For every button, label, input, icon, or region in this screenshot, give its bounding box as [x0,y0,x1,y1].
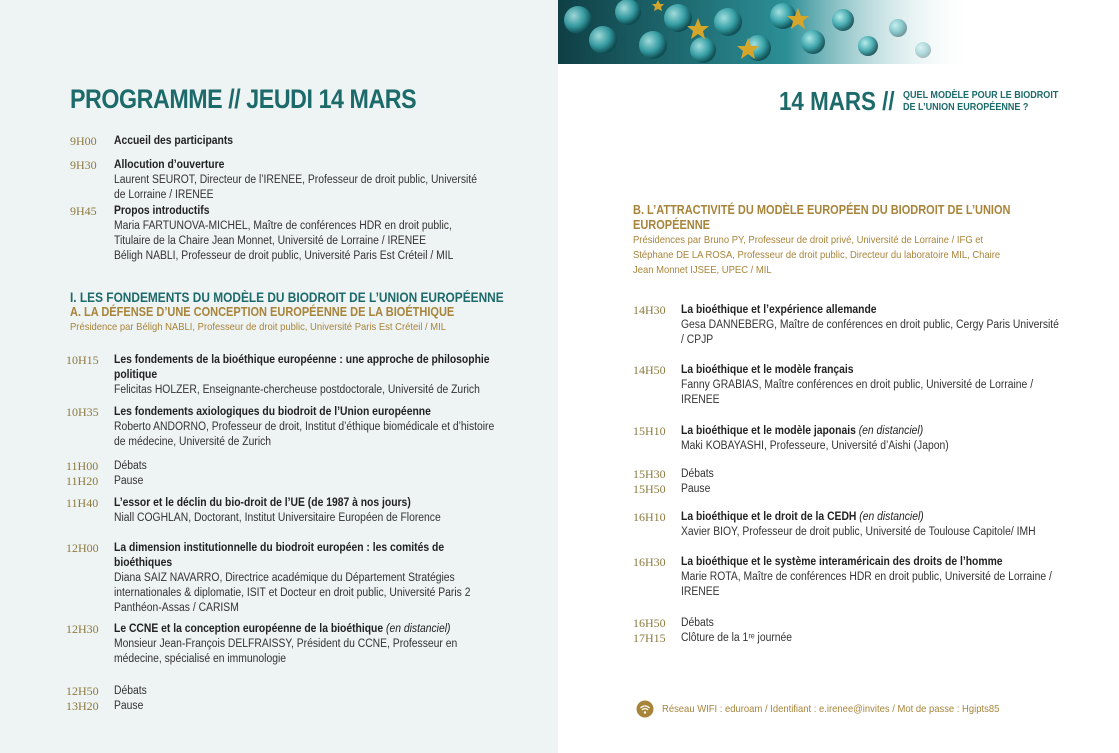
day-question [903,89,1058,113]
remote-tag: (en distanciel) [855,425,924,437]
banner-image [558,0,975,64]
item-body [114,134,489,149]
talk-title-text: L’essor et le déclin du bio-droit de l’UE (de 1987 à nos jours) [114,497,411,509]
time-label: 10H15 [66,353,99,367]
time-label: 16H30 [633,555,666,569]
time-label: 12H50 [66,684,99,698]
talk-title-text: Les fondements axiologiques du biodroit de l’Union européenne [114,406,431,418]
time-label: 11H00 [66,459,99,473]
talk-title [681,303,1023,318]
item-label: Débats [114,460,147,472]
talk-title [114,541,496,571]
item-body [114,405,496,450]
item-body [114,541,496,616]
item-body [681,616,1061,631]
item-body [114,459,496,474]
talk-title-text: Propos introductifs [114,205,210,217]
time-label: 14H30 [633,303,666,317]
time-label: 14H50 [633,363,666,377]
talk-title-text: La bioéthique et le droit de la CEDH [681,511,857,523]
day-date: 14 MARS // [779,86,895,116]
speaker-info: Niall COGHLAN, Doctorant, Institut Universitaire Européen de Florence [114,512,441,524]
presidence-a: Présidence par Béligh NABLI, Professeur de droit public, Université Paris Est Créteil / MIL [70,321,447,333]
speaker-info: Fanny GRABIAS, Maître conférences en droit public, Université de Lorraine / IRENEE [681,379,1034,406]
talk-title [114,134,452,149]
time-label: 9H00 [70,134,97,148]
item-body [681,467,1061,482]
time-label: 16H10 [633,510,666,524]
item-label: Pause [681,483,711,495]
wifi-icon [636,700,654,718]
speaker-info: Felicitas HOLZER, Enseignante-chercheuse postdoctorale, Université de Zurich [114,384,480,396]
speaker-info: Maki KOBAYASHI, Professeure, Université d’Aishi (Japon) [681,440,949,452]
subsection-b-title: B. L’ATTRACTIVITÉ DU MODÈLE EUROPÉEN DU BIODROIT DE L’UNION EUROPÉENNE [633,203,1011,232]
talk-title [114,158,452,173]
wifi-info [636,700,1037,718]
page-title: PROGRAMME // JEUDI 14 MARS [70,84,417,114]
time-label: 15H50 [633,482,666,496]
wifi-text: Réseau WIFI : eduroam / Identifiant : e.irenee@invites / Mot de passe : Hgipts85 [662,702,1000,715]
item-body [114,353,496,398]
item-body [681,510,1061,540]
speaker-info: Monsieur Jean-François DELFRAISSY, Président du CCNE, Professeur en médecine, spécialisé en immunologie [114,638,458,665]
talk-title-text: La bioéthique et le modèle français [681,364,854,376]
item-body [681,363,1061,408]
speaker-info: Xavier BIOY, Professeur de droit public, Université de Toulouse Capitole/ IMH [681,526,1036,538]
talk-title [114,496,458,511]
item-label: Débats [681,617,714,629]
section-title: I. LES FONDEMENTS DU MODÈLE DU BIODROIT DE L’UNION EUROPÉENNE [70,290,504,305]
item-body [681,303,1061,348]
speaker-info: Béligh NABLI, Professeur de droit public, Université Paris Est Créteil / MIL [114,250,454,262]
talk-title [114,622,458,637]
time-label: 16H50 [633,616,666,630]
item-body [681,631,1061,646]
item-label: Débats [114,685,147,697]
speaker-info: Laurent SEUROT, Directeur de l’IRENEE, Professeur de droit public, Université de Lorraine / IRENEE [114,174,477,201]
time-label: 12H30 [66,622,99,636]
talk-title [114,405,458,420]
talk-title-text: Les fondements de la bioéthique européenne : une approche de philosophie politique [114,354,490,381]
item-body [114,474,496,489]
item-label: Débats [681,468,714,480]
talk-title [681,363,1023,378]
talk-title [681,510,1023,525]
day-question-line: QUEL MODÈLE POUR LE BIODROIT [903,89,1059,101]
section-b [633,203,1053,278]
talk-title-text: Accueil des participants [114,135,234,147]
time-label: 17H15 [633,631,666,645]
time-label: 11H40 [66,496,99,510]
remote-tag: (en distanciel) [383,623,451,635]
day-question-line: DE L’UNION EUROPÉENNE ? [903,101,1029,113]
talk-title-text: La bioéthique et le modèle japonais [681,425,856,437]
item-body [114,496,496,526]
item-label: Clôture de la 1ʳᵉ journée [681,632,793,644]
item-body [114,622,496,667]
time-label: 15H30 [633,467,666,481]
time-label: 15H10 [633,424,666,438]
item-body [114,158,489,203]
talk-title [114,353,496,383]
time-label: 10H35 [66,405,99,419]
talk-title-text: Allocution d’ouverture [114,159,225,171]
presidence-b: Présidences par Bruno PY, Professeur de droit privé, Université de Lorraine / IFG et Stéphane DE LA ROSA, Professeur de droit public, Directeur du laboratoire MIL, Chaire Jean Monnet IJSEE, UPEC / MIL [633,234,1001,276]
talk-title-text: Le CCNE et la conception européenne de la bioéthique [114,623,384,635]
time-label: 9H30 [70,158,97,172]
speaker-info: Diana SAIZ NAVARRO, Directrice académique du Département Stratégies internationales & diplomatie, ISIT et Docteur en droit public, Université Paris 2 Panthéon-Assas / CARISM [114,572,471,614]
remote-tag: (en distanciel) [856,511,924,523]
talk-title-text: La dimension institutionnelle du biodroit européen : les comités de bioéthiques [114,542,445,569]
talk-title-text: La bioéthique et le système interaméricain des droits de l’homme [681,556,1003,568]
time-label: 12H00 [66,541,99,555]
item-body [114,204,489,264]
item-body [681,424,1061,454]
speaker-info: Marie ROTA, Maître de conférences HDR en droit public, Université de Lorraine / IRENEE [681,571,1052,598]
time-label: 11H20 [66,474,99,488]
talk-title [681,555,1023,570]
talk-title-text: La bioéthique et l’expérience allemande [681,304,877,316]
speaker-info: Gesa DANNEBERG, Maître de conférences en droit public, Cergy Paris Université / CPJP [681,319,1059,346]
item-label: Pause [114,700,144,712]
speaker-info: Maria FARTUNOVA-MICHEL, Maître de conférences HDR en droit public, Titulaire de la Chaire Jean Monnet, Université de Lorraine / IRENEE [114,220,452,247]
talk-title [114,204,452,219]
item-body [114,699,496,714]
item-body [681,555,1061,600]
time-label: 13H20 [66,699,99,713]
section-i [70,290,570,335]
subsection-a-title: A. LA DÉFENSE D’UNE CONCEPTION EUROPÉENNE DE LA BIOÉTHIQUE [70,305,455,319]
talk-title [681,424,1023,439]
item-label: Pause [114,475,144,487]
item-body [681,482,1061,497]
speaker-info: Roberto ANDORNO, Professeur de droit, Institut d’éthique biomédicale et d’histoire de médecine, Université de Zurich [114,421,495,448]
item-body [114,684,496,699]
time-label: 9H45 [70,204,97,218]
day-header [779,86,1059,117]
